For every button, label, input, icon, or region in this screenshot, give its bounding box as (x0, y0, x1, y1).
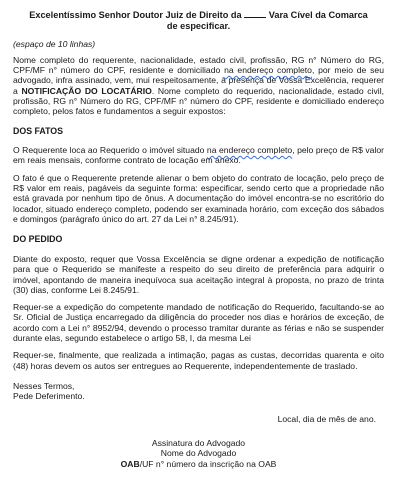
address-placeholder-1: na endereço completo (224, 65, 312, 76)
qualification-paragraph (13, 55, 384, 117)
pedido-paragraph-3: Requer-se, finalmente, que realizada a intimação, pagas as custas, decorridas quarenta e oito (48) horas devem os autos ser entregues ao Requerente, independentemente de traslado. (13, 350, 384, 371)
fatos-paragraph-1 (13, 145, 384, 166)
oab-line (13, 459, 384, 469)
address-placeholder-2: na endereço completo (206, 145, 293, 156)
space-note: (espaço de 10 linhas) (13, 39, 96, 50)
closing-line-2: Pede Deferimento. (13, 391, 85, 402)
signature-line-1: Assinatura do Advogado (151, 437, 246, 448)
qualification-text-1: Nome completo do requerente, nacionalidade, estado civil, profissão, RG n° Número do RG, CPF/MF n° número do CPF, residente e domiciliado (13, 54, 384, 76)
signature-block (13, 438, 384, 469)
pedido-paragraph-1: Diante do exposto, requer que Vossa Excelência se digne ordenar a expedição de notificação para que o Requerido se manifeste a respeito do seu direito de preferência para adquirir o imóvel, apontando de maneira inequívoca sua aceitação integral à proposta, no prazo de trinta (30) dias, conforme Lei 8.245/91. (13, 253, 384, 295)
qualification-text-2: , por meio de seu advogado, infra assinado, vem, mui respeitosamente, à presença de Vossa Excelência, requerer a (13, 65, 384, 96)
petition-title (13, 10, 384, 32)
place-date: Local, dia de mês de ano. (277, 413, 376, 424)
section-heading-fatos: DOS FATOS (13, 125, 64, 136)
closing-line-1: Nesses Termos, (13, 381, 75, 392)
fatos-paragraph-2: O fato é que o Requerente pretende alienar o bem objeto do contrato de locação, pelo preço de R$ valor em reais, pagáveis da seguinte forma: especificar, sendo certo que a propriedade não está gravada por nenhum tipo de ônus. A documentação do imóvel encontra-se no escritório do locador, situado endereço completo, podendo ser examinada horário, com exceção dos sábados e domingos (parágrafo único do art. 27 da Lei n° 8.245/91). (13, 172, 384, 225)
title-part1: Excelentíssimo Senhor Doutor Juiz de Direito da (29, 10, 242, 20)
pedido-paragraph-2: Requer-se a expedição do competente mandado de notificação do Requerido, facultando-se ao Sr. Oficial de Justiça encarregado da diligência do proceder nos dias e horários de exceção, de acordo com a Lei n° 8952/94, devendo o processo tramitar durante as férias e não se suspender durante elas, segundo estabelece o artigo 58, I, da mesma Lei (13, 302, 384, 344)
signature-line-2: Nome do Advogado (160, 448, 237, 459)
oab-text: /UF n° número da inscrição na OAB (139, 458, 277, 469)
court-number-blank (244, 10, 266, 18)
section-heading-pedido: DO PEDIDO (13, 234, 63, 245)
title-part2: Vara Cível da Comarca de especificar. (166, 10, 368, 32)
fatos-text-2: , pelo preço de R$ valor em reais mensais, conforme contrato de locação em anexo. (13, 145, 385, 166)
qualification-text-3: . Nome completo do requerido, nacionalidade, estado civil, profissão, RG n° Número do RG, CPF/MF n° número do CPF, residente e domiciliado endereço completo, pelos fatos e fundamentos a seguir expostos: (13, 85, 385, 117)
fatos-text-1: O Requerente loca ao Requerido o imóvel situado (13, 145, 207, 156)
notification-term: NOTIFICAÇÃO DO LOCATÁRIO (21, 85, 152, 96)
closing-block (13, 381, 384, 402)
oab-label: OAB (120, 458, 140, 469)
